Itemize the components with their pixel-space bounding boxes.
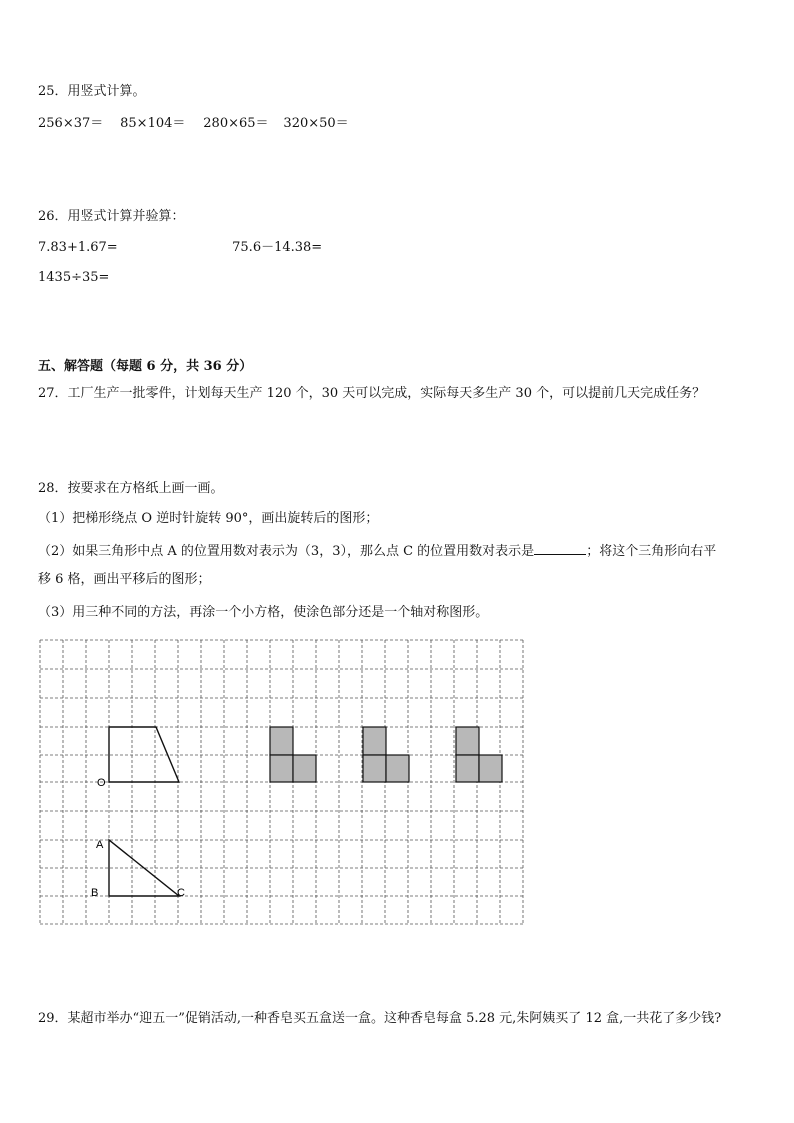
point-o-label: O	[97, 777, 106, 789]
shaded-square	[479, 755, 502, 782]
q29-text: 29．某超市举办“迎五一”促销活动,一种香皂买五盒送一盒。这种香皂每盒 5.28 元,朱阿姨买了 12 盒,一共花了多少钱?	[38, 1011, 722, 1026]
q28-part-1: （1）把梯形绕点 O 逆时针旋转 90°，画出旋转后的图形；	[38, 511, 379, 526]
shaded-square	[293, 755, 316, 782]
shaded-square	[386, 755, 409, 782]
q27-text: 27．工厂生产一批零件，计划每天生产 120 个，30 天可以完成，实际每天多生产 30 个，可以提前几天完成任务？	[38, 386, 706, 401]
q28-part-2-continued: 移 6 格，画出平移后的图形；	[38, 572, 211, 587]
q26-title: 26．用竖式计算并验算：	[38, 209, 185, 224]
q26-item-1: 7.83+1.67=	[38, 240, 118, 255]
q25-item-3: 280×65＝	[203, 116, 269, 131]
q28-title: 28．按要求在方格纸上画一画。	[38, 481, 224, 496]
shaded-square	[456, 755, 479, 782]
q25-item-2: 85×104＝	[120, 116, 186, 131]
q26-item-3: 1435÷35=	[38, 270, 110, 285]
shaded-squares	[270, 727, 502, 782]
point-c-label: C	[177, 887, 185, 899]
shaded-square	[270, 755, 293, 782]
shaded-square	[456, 727, 479, 755]
shaded-square	[363, 727, 386, 755]
q25-item-1: 256×37＝	[38, 116, 104, 131]
q28-part-3: （3）用三种不同的方法，再涂一个小方格，使涂色部分还是一个轴对称图形。	[38, 605, 489, 620]
q26-item-2: 75.6－14.38=	[232, 240, 323, 255]
q28-part-2-text-a: （2）如果三角形中点 A 的位置用数对表示为（3，3），那么点 C 的位置用数对表示是	[38, 544, 535, 559]
point-b-label: B	[91, 887, 99, 899]
shaded-square	[363, 755, 386, 782]
q28-part-2-text-b: ；将这个三角形向右平	[586, 544, 717, 559]
point-a-label: A	[96, 839, 104, 851]
section-5-title: 五、解答题（每题 6 分，共 36 分）	[38, 359, 253, 374]
triangle-shape	[109, 840, 179, 896]
trapezoid-shape	[109, 727, 179, 782]
q25-item-4: 320×50＝	[283, 116, 349, 131]
q25-title: 25．用竖式计算。	[38, 84, 146, 99]
shaded-square	[270, 727, 293, 755]
